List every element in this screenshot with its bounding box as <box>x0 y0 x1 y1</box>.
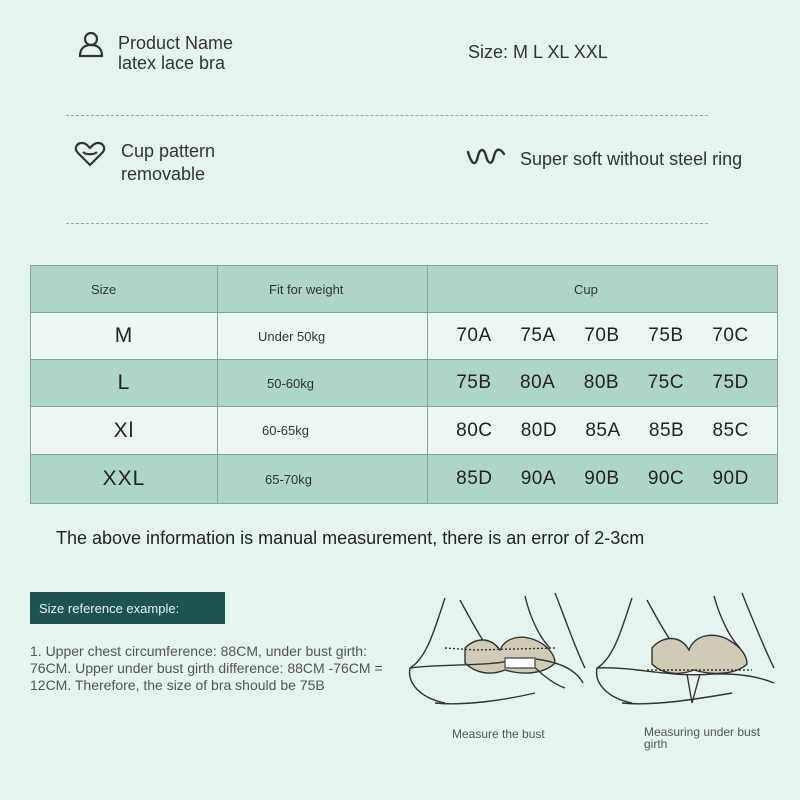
caption-measure-underbust: Measuring under bust girth <box>644 725 761 751</box>
cup-value: 90D <box>712 468 749 489</box>
cup-value: 75D <box>712 372 749 393</box>
weight-cell: 50-60kg <box>218 360 428 406</box>
cup-value: 80A <box>520 372 556 393</box>
measure-bust-illustration <box>405 588 590 723</box>
weight-cell: 65-70kg <box>218 455 428 503</box>
cup-value: 80C <box>456 419 493 441</box>
cup-cell <box>428 407 777 454</box>
header-size: Size <box>31 266 218 312</box>
table-row <box>31 313 777 360</box>
table-header-row <box>31 266 777 313</box>
cup-value: 80D <box>520 419 558 441</box>
cup-value: 75C <box>647 372 684 393</box>
size-cell: Xl <box>31 407 218 454</box>
cup-value: 90B <box>584 468 620 489</box>
weight-cell: Under 50kg <box>218 313 428 359</box>
size-cell: XXL <box>31 455 218 503</box>
product-name-value: latex lace bra <box>118 53 226 73</box>
weight-cell: 60-65kg <box>218 407 428 454</box>
cup-value: 90A <box>520 468 557 489</box>
size-cell: M <box>31 313 218 359</box>
cup-value: 90C <box>647 468 685 489</box>
cup-value: 85C <box>712 419 749 441</box>
measure-underbust-illustration <box>592 588 782 723</box>
caption-measure-bust: Measure the bust <box>452 727 545 741</box>
cup-value: 85A <box>585 419 621 441</box>
cup-value: 80B <box>583 372 620 393</box>
divider-top <box>66 115 708 116</box>
person-icon <box>77 30 105 58</box>
cup-cell <box>428 313 777 359</box>
table-row <box>31 360 777 407</box>
cup-value: 70A <box>456 325 492 346</box>
cup-value: 85B <box>648 419 685 441</box>
cup-pattern-label: Cup pattern <box>121 141 216 161</box>
cup-value: 75B <box>648 325 684 346</box>
product-name-label: Product Name <box>118 33 234 53</box>
size-table <box>30 265 778 504</box>
size-reference-label: Size reference example: <box>30 592 225 624</box>
size-reference-text: 1. Upper chest circumference: 88CM, under bust girth: 76CM. Upper under bust girth difference: 88CM -76CM = 12CM. Therefore, the size of bra should be 75B <box>30 643 383 693</box>
header-weight: Fit for weight <box>218 266 428 312</box>
cup-value: 75A <box>520 325 556 346</box>
cup-value: 70B <box>584 325 620 346</box>
cup-value: 75B <box>456 372 492 393</box>
measurement-note: The above information is manual measurement, there is an error of 2-3cm <box>56 528 645 548</box>
feature-text: Super soft without steel ring <box>520 149 743 169</box>
divider-bottom <box>66 223 708 224</box>
cup-cell <box>428 455 777 503</box>
heart-icon <box>74 140 106 168</box>
cup-pattern-value: removable <box>121 164 206 184</box>
table-row <box>31 455 777 503</box>
cup-cell <box>428 360 777 406</box>
size-cell: L <box>31 360 218 406</box>
header-cup: Cup <box>574 281 598 297</box>
table-row <box>31 407 777 455</box>
cup-value: 70C <box>712 325 749 346</box>
wave-icon <box>466 146 506 168</box>
cup-value: 85D <box>456 468 493 489</box>
size-list: Size: M L XL XXL <box>468 42 608 62</box>
